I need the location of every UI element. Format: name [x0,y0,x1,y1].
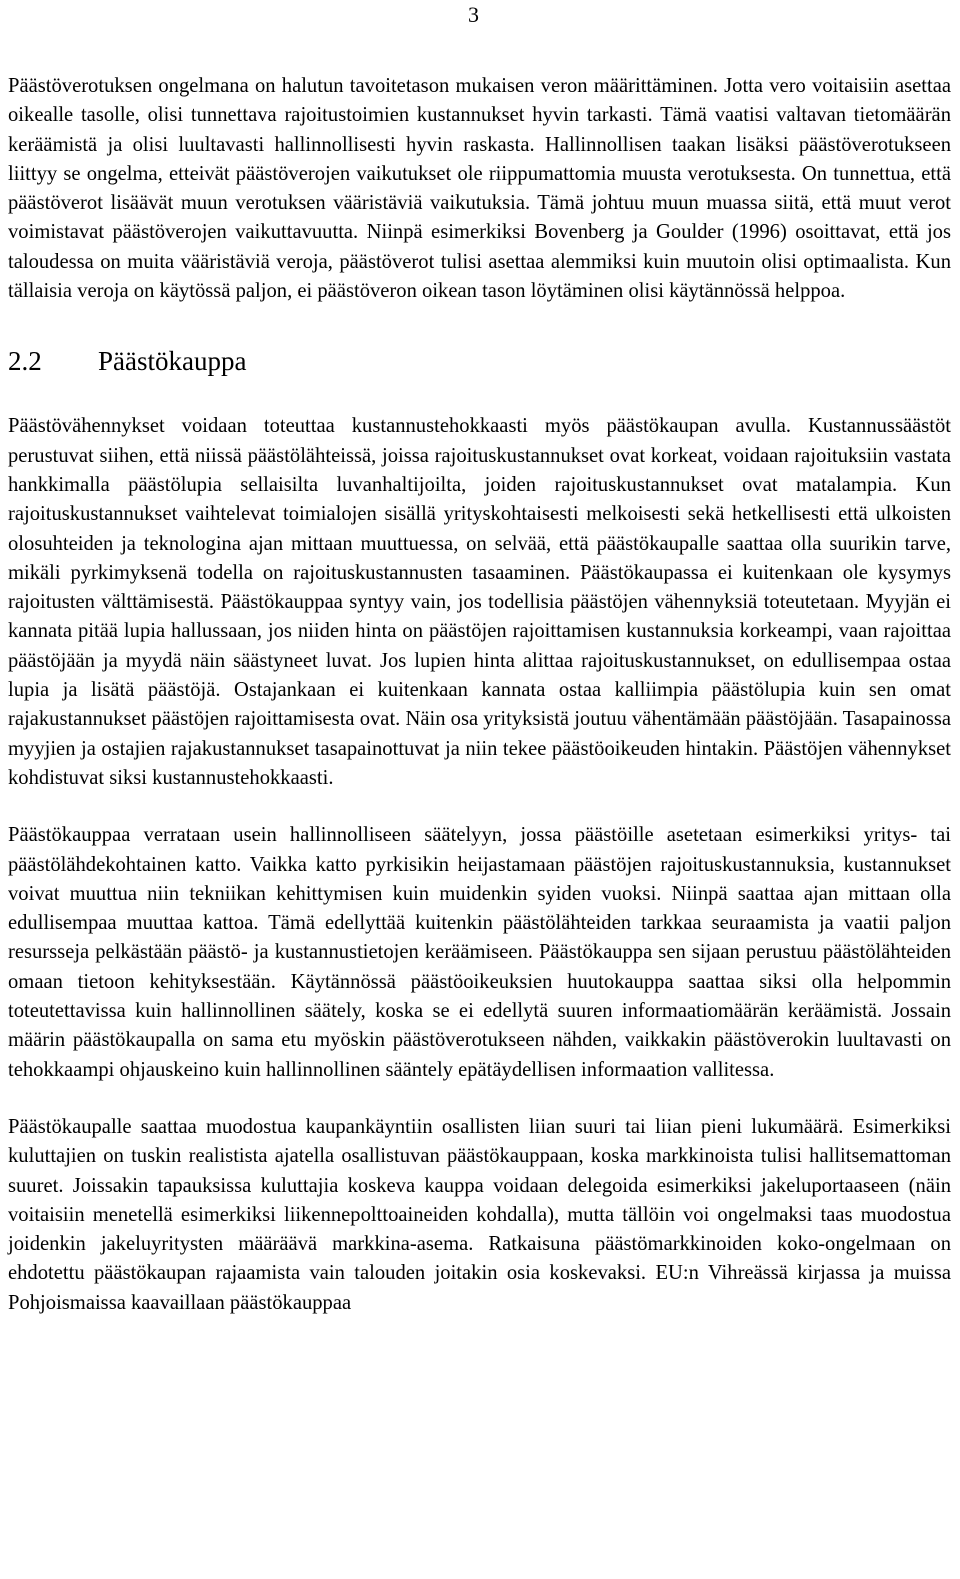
section-number: 2.2 [8,346,42,377]
paragraph-verotus-ongelma: Päästöverotuksen ongelmana on halutun tavoitetason mukaisen veron määrittäminen. Jotta vero voitaisiin asettaa oikealle tasolle, olisi tunnettava rajoitustoimien kustannukset hyvin tarkasti. Tämä vaatisi valtavan tietomäärän keräämistä ja olisi luultavasti hallinnollisesti hyvin raskasta. Hallinnollisen taakan lisäksi päästöverotukseen liittyy se ongelma, etteivät päästöverojen vaikutukset ole riippumattomia muusta verotuksesta. On tunnettua, että päästöverot lisäävät muun verotuksen vääristäviä vaikutuksia. Tämä johtuu muun muassa siitä, että muut verot voimistavat päästöverojen vaikuttavuutta. Niinpä esimerkiksi Bovenberg ja Goulder (1996) osoittavat, että jos taloudessa on muita vääristäviä veroja, päästöverot tulisi asettaa alemmiksi kuin muutoin olisi optimaalista. Kun tällaisia veroja on käytössä paljon, ei päästöveron oikean tason löytäminen olisi käytännössä helppoa. [8,75,951,303]
paragraph-paastokauppa-intro: Päästövähennykset voidaan toteuttaa kustannustehokkaasti myös päästökaupan avulla. Kustannussäästöt perustuvat siihen, että niissä päästölähteissä, joissa rajoituskustannukset ovat korkeat, voidaan rajoituksiin vastata hankkimalla päästölupia sellaisilta luvanhaltijoilta, joiden rajoituskustannukset ovat matalampia. Kun rajoituskustannukset vaihtelevat toimialojen sisällä yrityskohtaisesti melkoisesti sekä hetkellisesti että ulkoisten olosuhteiden ja teknologina ajan mittaan muuttuessa, on selvää, että päästökaupalle saattaa olla suurikin tarve, mikäli pyrkimyksenä todella on rajoituskustannusten tasaaminen. Päästökaupassa ei kuitenkaan ole kysymys rajoitusten välttämisestä. Päästökauppaa syntyy vain, jos todellisia päästöjen vähennyksiä toteutetaan. Myyjän ei kannata pitää lupia hallussaan, jos niiden hinta on päästöjen rajoittamisen kustannuksia korkeampi, vaan rajoittaa päästöjään ja myydä näin säästyneet luvat. Jos lupien hinta alittaa rajoituskustannukset, on edullisempaa ostaa lupia ja lisätä päästöjä. Ostajankaan ei kuitenkaan kannata ostaa kalliimpia päästölupia kuin sen omat rajakustannukset päästöjen rajoittamisesta ovat. Näin osa yrityksistä joutuu vähentämään päästöjään. Tasapainossa myyjien ja ostajien rajakustannukset tasapainottuvat ja niin tekee päästöoikeuden hintakin. Päästöjen vähennykset kohdistuvat siksi kustannustehokkaasti. [8,415,951,789]
paragraph-osallisten-maara: Päästökaupalle saattaa muodostua kaupankäyntiin osallisten liian suuri tai liian pieni lukumäärä. Esimerkiksi kuluttajien on tuskin realistista ajatella osallistuvan päästökauppaan, koska markkinoista tulisi hallitsemattoman suuret. Joissakin tapauksissa kuluttajia koskeva kauppa voidaan delegoida esimerkiksi jakeluportaaseen (näin voitaisiin menetellä esimerkiksi liikennepolttoaineiden kohdalla), mutta tällöin voi ongelmaksi taas muodostua joidenkin jakeluyritysten määräävä markkina-asema. Ratkaisuna päästömarkkinoiden koko-ongelmaan on ehdotettu päästökaupan rajaamista vain talouden joitakin osia koskevaksi. EU:n Vihreässä kirjassa ja muissa Pohjoismaissa kaavaillaan päästökauppaa [8,1115,951,1314]
section-title: Päästökauppa [98,346,247,377]
paragraph-hallinnollinen-saately: Päästökauppaa verrataan usein hallinnolliseen säätelyyn, jossa päästöille asetetaan esimerkiksi yritys- tai päästölähdekohtainen katto. Vaikka katto pyrkisikin heijastamaan päästöjen rajoituskustannuksia, kustannukset voivat muuttua niin tekniikan kehittymisen kuin muidenkin syiden vuoksi. Niinpä saattaa ajan mittaan olla edullisempaa muuttaa kattoa. Tämä edellyttää kuitenkin päästölähteiden tarkkaa seuraamista ja vaatii paljon resursseja pelkästään päästö- ja kustannustietojen keräämiseen. Päästökauppa sen sijaan perustuu päästölähteiden omaan tietoon kehityksestään. Käytännössä päästöoikeuksien huutokauppa saattaa siksi olla helpommin toteutettavissa kuin hallinnollinen säätely, koska se ei edellytä suuren informaatiomäärän keräämistä. Jossain määrin päästökaupalla on sama etu myöskin päästöverotukseen nähden, vaikkakin päästöverokin luultavasti on tehokkaampi ohjauskeino kuin hallinnollinen sääntely epätäydellisen informaation vallitessa. [8,824,951,1081]
section-heading [8,344,951,378]
document-body [8,72,951,1318]
page-number: 3 [468,2,479,27]
